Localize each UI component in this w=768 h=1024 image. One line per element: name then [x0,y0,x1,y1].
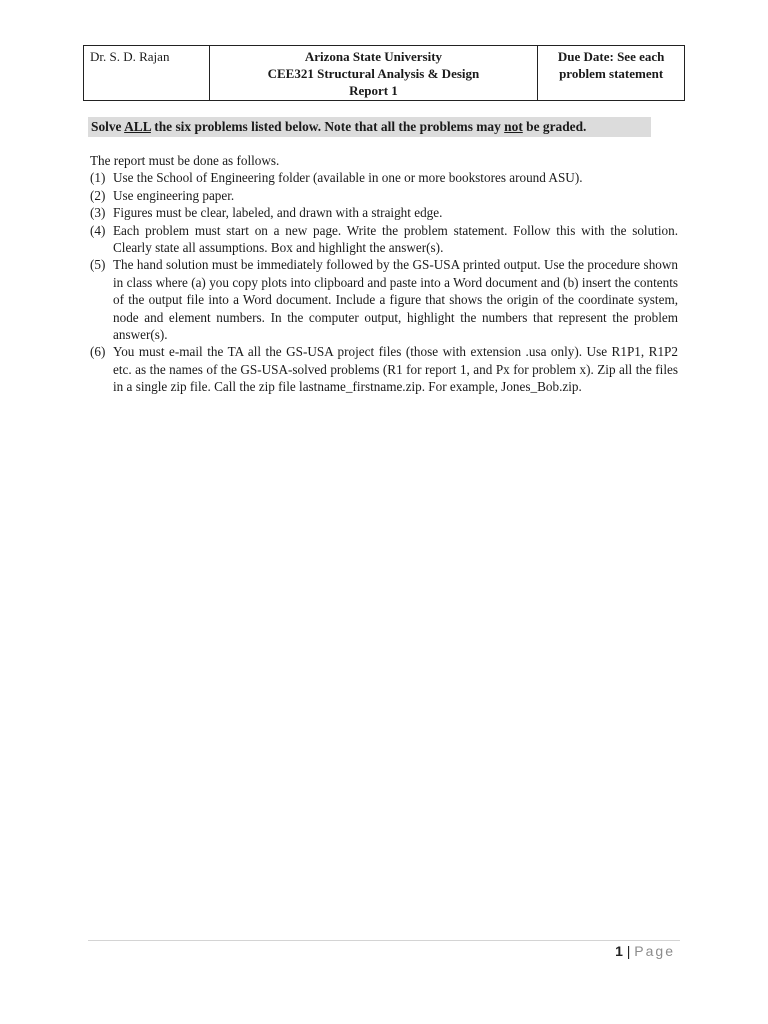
list-item [90,187,678,204]
list-item [90,204,678,221]
item-text: Figures must be clear, labeled, and drawn with a straight edge. [113,205,443,221]
item-number: (1) [90,170,106,186]
list-item [90,256,678,343]
item-number: (5) [90,257,106,273]
banner-text-3: be graded. [522,119,587,134]
list-item [90,169,678,186]
course-cell [209,46,538,101]
item-text: Use the School of Engineering folder (available in one or more bookstores around ASU). [113,170,583,186]
university-name: Arizona State University [304,49,443,64]
footer-divider [88,940,680,941]
instruction-banner [88,117,651,137]
instruction-list [90,169,678,395]
item-text: Use engineering paper. [113,187,235,203]
list-item [90,222,678,257]
instructor-cell [84,46,210,101]
page-number: 1 [615,943,623,959]
page-footer [615,942,675,960]
item-text: You must e-mail the TA all the GS-USA project files (those with extension .usa only). Use R1P1, R1P2 etc. as the names of the GS-USA-solved problems (R1 for report 1, and Px for problem x). Zip all the files in a single zip file. Call the zip file lastname_firstname.zip. For example, Jones_Bob.zip. [113,344,678,395]
banner-text-2: the six problems listed below. Note that all the problems may [150,119,505,134]
banner-emphasis-all: ALL [124,119,151,134]
due-date-line2: problem statement [559,66,664,81]
report-instructions [90,152,678,396]
instructor-name: Dr. S. D. Rajan [90,49,170,64]
item-text: The hand solution must be immediately followed by the GS-USA printed output. Use the procedure shown in class where (a) you copy plots into clipboard and paste into a Word document and (b) insert the contents of the output file into a Word document. Include a figure that shows the origin of the coordinate system, node and element numbers. In the computer output, highlight the numbers that represent the problem answer(s). [113,257,678,343]
item-number: (3) [90,205,106,221]
list-item [90,343,678,395]
intro-line: The report must be done as follows. [90,153,280,168]
item-text: Each problem must start on a new page. Write the problem statement. Follow this with the solution. Clearly state all assumptions. Box and highlight the answer(s). [113,222,678,256]
page-label: Page [634,943,675,959]
due-date-cell [538,46,685,101]
item-number: (2) [90,187,106,203]
due-date-line1: Due Date: See each [557,49,665,64]
item-number: (4) [90,222,106,238]
report-title: Report 1 [349,83,398,98]
item-number: (6) [90,344,106,360]
course-title: CEE321 Structural Analysis & Design [267,66,480,81]
banner-emphasis-not: not [504,119,523,134]
header-table [83,45,685,101]
footer-separator: | [626,943,631,959]
banner-text-1: Solve [91,119,125,134]
